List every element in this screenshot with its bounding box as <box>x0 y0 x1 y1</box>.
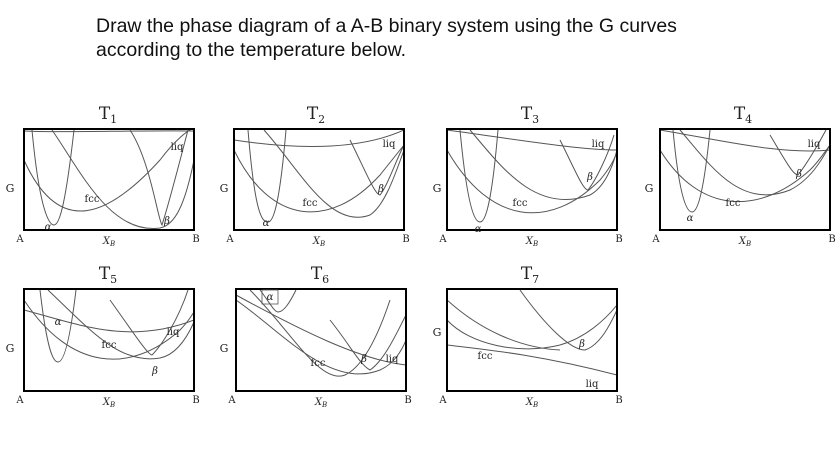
phase-label-alpha: α <box>262 218 270 229</box>
gibbs-panel-t2 <box>220 104 410 248</box>
xb-axis-label: $X_B$ <box>525 397 539 409</box>
g-curve <box>48 290 194 359</box>
g-curve <box>234 130 404 147</box>
panel-frame <box>234 129 404 230</box>
gibbs-panel-t4 <box>645 104 836 248</box>
temperature-label: $T_7$ <box>520 264 540 286</box>
g-curve <box>447 305 617 349</box>
g-curve <box>447 300 560 350</box>
g-curve <box>660 145 830 202</box>
g-axis-label: G <box>432 326 442 339</box>
phase-label-fcc: fcc <box>725 198 741 209</box>
g-curve <box>110 290 188 355</box>
b-endpoint-label: B <box>192 395 200 406</box>
curve-group <box>660 130 830 212</box>
g-curve <box>24 131 194 132</box>
phase-label-beta: β <box>796 169 802 180</box>
phase-label-alpha: α <box>54 317 62 328</box>
phase-label-beta: β <box>579 339 585 350</box>
phase-label-liq: liq <box>382 139 396 150</box>
gibbs-panel-t1 <box>6 104 200 248</box>
a-endpoint-label: A <box>16 395 24 406</box>
b-endpoint-label: B <box>402 234 410 245</box>
temperature-label: $T_1$ <box>98 104 118 126</box>
a-endpoint-label: A <box>439 234 447 245</box>
g-curve <box>350 140 404 195</box>
temperature-label: $T_2$ <box>306 104 326 126</box>
b-endpoint-label: B <box>615 395 623 406</box>
temperature-label: $T_6$ <box>310 264 330 286</box>
g-axis-label: G <box>432 182 442 195</box>
b-endpoint-label: B <box>192 234 200 245</box>
curve-group <box>234 130 404 222</box>
temperature-label: $T_5$ <box>98 264 118 286</box>
phase-label-beta: β <box>164 216 170 227</box>
phase-label-beta: β <box>361 354 367 365</box>
xb-axis-label: $X_B$ <box>314 397 328 409</box>
xb-axis-label: $X_B$ <box>312 236 326 248</box>
g-axis-label: G <box>5 342 15 355</box>
temperature-label: $T_4$ <box>733 104 753 126</box>
phase-label-liq: liq <box>807 139 821 150</box>
g-axis-label: G <box>219 342 229 355</box>
g-curve <box>32 130 74 225</box>
b-endpoint-label: B <box>615 234 623 245</box>
a-endpoint-label: A <box>228 395 236 406</box>
phase-label-fcc: fcc <box>477 351 493 362</box>
a-endpoint-label: A <box>16 234 24 245</box>
xb-axis-label: $X_B$ <box>738 236 752 248</box>
panel-frame <box>24 129 194 230</box>
phase-label-liq: liq <box>585 379 599 390</box>
panel-frame <box>236 289 406 391</box>
g-axis-label: G <box>219 182 229 195</box>
curve-group <box>24 128 194 229</box>
phase-label-alpha: α <box>266 292 274 303</box>
xb-axis-label: $X_B$ <box>102 236 116 248</box>
phase-label-alpha: α <box>474 224 482 235</box>
gibbs-panel-t6 <box>220 264 412 409</box>
phase-label-fcc: fcc <box>310 358 326 369</box>
phase-label-liq: liq <box>385 354 399 365</box>
curve-group <box>447 290 617 375</box>
g-axis-label: G <box>644 182 654 195</box>
curve-group <box>24 290 194 362</box>
phase-label-alpha: α <box>44 222 52 233</box>
gibbs-panel-t5 <box>6 264 200 409</box>
g-curve <box>236 295 406 365</box>
a-endpoint-label: A <box>226 234 234 245</box>
g-curve <box>660 130 830 151</box>
a-endpoint-label: A <box>439 395 447 406</box>
g-curve <box>24 128 194 211</box>
g-curve <box>460 130 498 222</box>
phase-label-alpha: α <box>686 213 694 224</box>
panel-frame <box>447 289 617 391</box>
xb-axis-label: $X_B$ <box>102 397 116 409</box>
phase-label-liq: liq <box>166 327 180 338</box>
phase-label-beta: β <box>587 172 593 183</box>
phase-label-fcc: fcc <box>512 198 528 209</box>
g-curve <box>673 130 710 212</box>
gibbs-panel-t3 <box>433 104 623 248</box>
phase-label-liq: liq <box>170 142 184 153</box>
problem-statement-line-2: according to the temperature below. <box>96 39 407 61</box>
phase-label-fcc: fcc <box>101 340 117 351</box>
g-curve <box>447 345 617 375</box>
b-endpoint-label: B <box>404 395 412 406</box>
phase-label-beta: β <box>152 366 158 377</box>
phase-label-liq: liq <box>591 139 605 150</box>
phase-label-fcc: fcc <box>84 194 100 205</box>
xb-axis-label: $X_B$ <box>525 236 539 248</box>
g-curve <box>234 145 404 212</box>
problem-statement-line-1: Draw the phase diagram of a A-B binary system using the G curves <box>96 15 677 37</box>
temperature-label: $T_3$ <box>520 104 540 126</box>
phase-label-fcc: fcc <box>302 198 318 209</box>
phase-label-beta: β <box>378 184 384 195</box>
g-axis-label: G <box>5 182 15 195</box>
a-endpoint-label: A <box>652 234 660 245</box>
gibbs-panel-t7 <box>433 264 623 409</box>
b-endpoint-label: B <box>828 234 836 245</box>
